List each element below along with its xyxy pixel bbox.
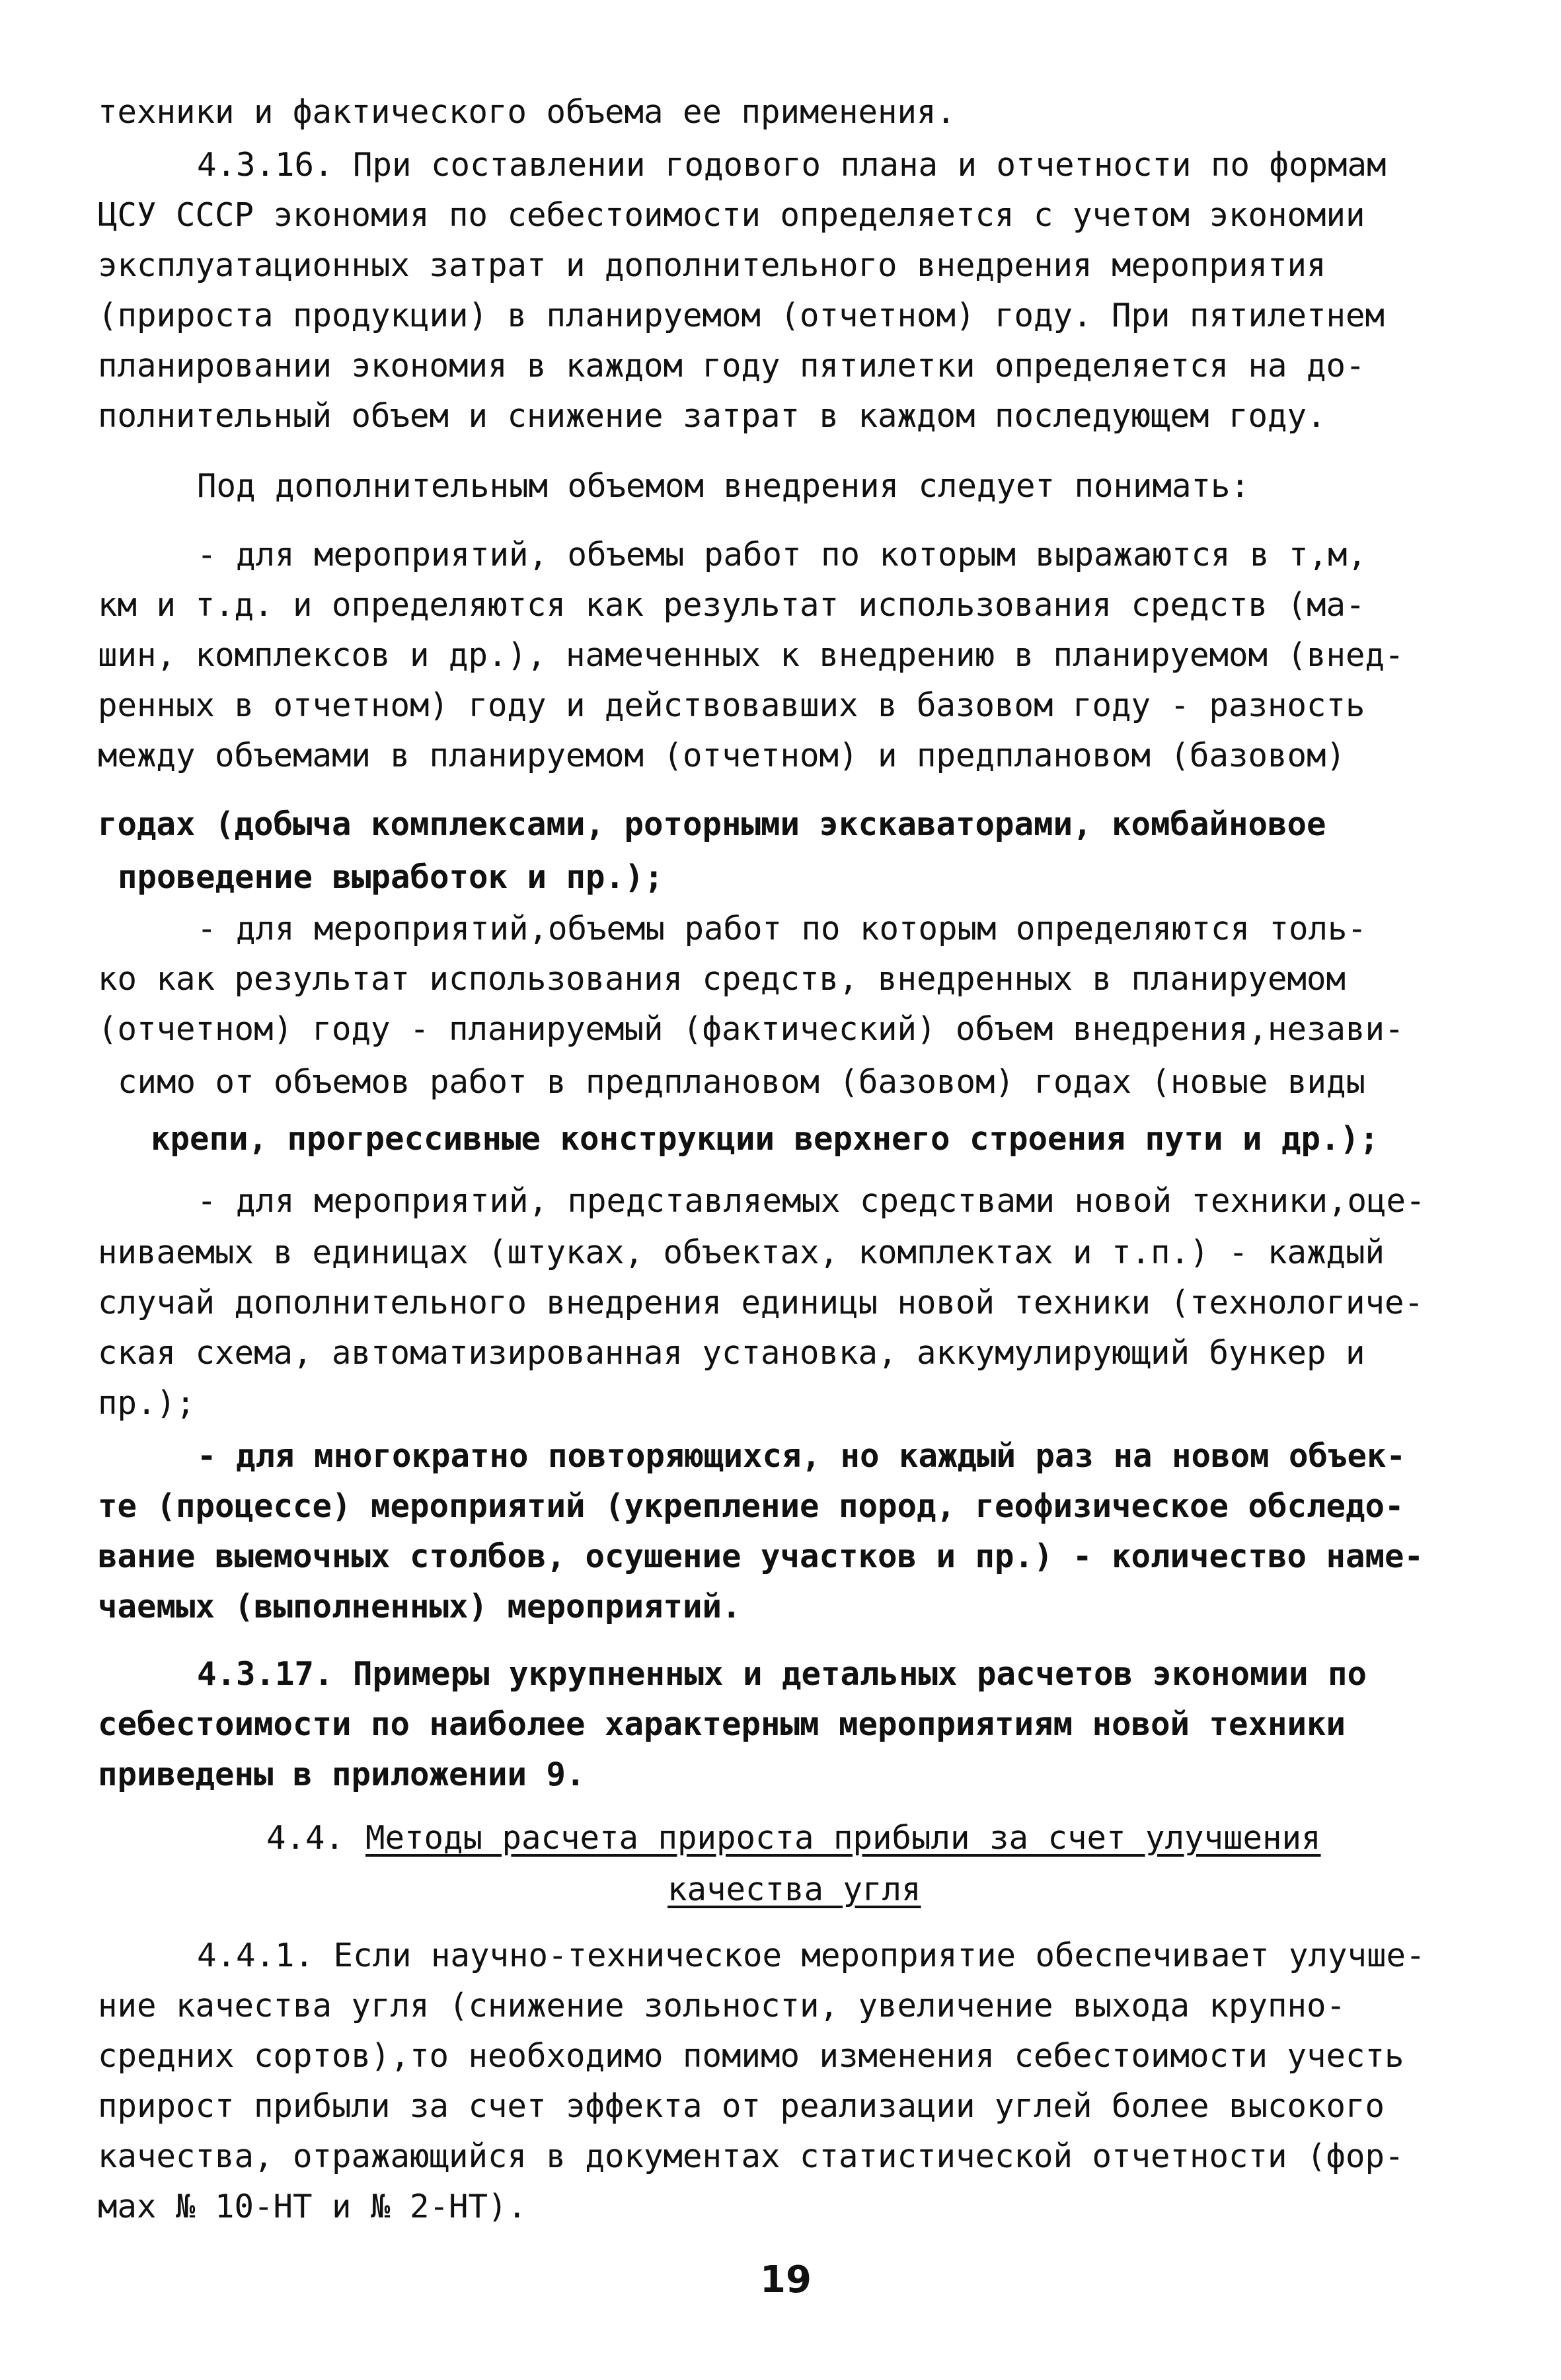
text-line: 4.3.17. Примеры укрупненных и детальных расчетов экономии по bbox=[197, 1655, 1367, 1693]
text-line: ЦСУ СССР экономия по себестоимости определяется с учетом экономии bbox=[98, 196, 1365, 234]
text-line: полнительный объем и снижение затрат в каждом последующем году. bbox=[98, 397, 1326, 435]
text-line: Под дополнительным объемом внедрения следует понимать: bbox=[197, 467, 1250, 505]
text-line: (прироста продукции) в планируемом (отчетном) году. При пятилетнем bbox=[98, 297, 1385, 334]
text-line: средних сортов),то необходимо помимо изменения себестоимости учесть bbox=[98, 2037, 1404, 2075]
section-title: Методы расчета прироста прибыли за счет улучшения bbox=[365, 1819, 1321, 1857]
text-line: прирост прибыли за счет эффекта от реализации углей более высокого bbox=[98, 2087, 1385, 2125]
text-line: крепи, прогрессивные конструкции верхнего строения пути и др.); bbox=[151, 1120, 1379, 1158]
text-line: ская схема, автоматизированная установка, аккумулирующий бункер и bbox=[98, 1334, 1365, 1372]
text-line: ние качества угля (снижение зольности, увеличение выхода крупно- bbox=[98, 1987, 1346, 2025]
text-line: приведены в приложении 9. bbox=[98, 1756, 586, 1793]
text-line: 4.4.1. Если научно-техническое мероприятие обеспечивает улучше- bbox=[197, 1937, 1426, 1974]
text-line: 4.3.16. При составлении годового плана и отчетности по формам bbox=[197, 146, 1387, 184]
text-line: техники и фактического объема ее применения. bbox=[98, 93, 956, 131]
text-line: - для мероприятий,объемы работ по которым определяются толь- bbox=[197, 910, 1367, 948]
text-line: качества, отражающийся в документах статистической отчетности (фор- bbox=[98, 2138, 1404, 2175]
text-line: км и т.д. и определяются как результат использования средств (ма- bbox=[98, 586, 1365, 624]
text-line: те (процессе) мероприятий (укрепление пород, геофизическое обследо- bbox=[98, 1487, 1404, 1525]
text-line: ко как результат использования средств, внедренных в планируемом bbox=[98, 960, 1346, 998]
text-line: ниваемых в единицах (штуках, объектах, комплектах и т.п.) - каждый bbox=[98, 1234, 1385, 1271]
text-line: - для многократно повторяющихся, но каждый раз на новом объек- bbox=[197, 1437, 1406, 1475]
text-line: - для мероприятий, объемы работ по которым выражаются в т,м, bbox=[197, 536, 1367, 574]
text-line: случай дополнительного внедрения единицы новой техники (технологиче- bbox=[98, 1284, 1424, 1321]
text-line: себестоимости по наиболее характерным мероприятиям новой техники bbox=[98, 1705, 1346, 1743]
text-line: - для мероприятий, представляемых средствами новой техники,оце- bbox=[197, 1182, 1426, 1220]
text-line: (отчетном) году - планируемый (фактический) объем внедрения,незави- bbox=[98, 1010, 1404, 1048]
text-line: шин, комплексов и др.), намеченных к внедрению в планируемом (внед- bbox=[98, 636, 1404, 674]
text-line: вание выемочных столбов, осушение участков и пр.) - количество наме- bbox=[98, 1538, 1424, 1575]
section-number: 4.4. bbox=[266, 1819, 364, 1857]
section-title-continuation: качества угля bbox=[667, 1871, 921, 1908]
page-number: 19 bbox=[760, 2258, 812, 2301]
text-line: пр.); bbox=[98, 1384, 196, 1422]
text-line: между объемами в планируемом (отчетном) и предплановом (базовом) bbox=[98, 737, 1346, 774]
text-line: чаемых (выполненных) мероприятий. bbox=[98, 1588, 742, 1625]
text-line: планировании экономия в каждом году пятилетки определяется на до- bbox=[98, 347, 1365, 385]
text-line: ренных в отчетном) году и действовавших в базовом году - разность bbox=[98, 687, 1365, 724]
text-line: симо от объемов работ в предплановом (базовом) годах (новые виды bbox=[118, 1063, 1366, 1101]
text-line: мах № 10-НТ и № 2-НТ). bbox=[98, 2188, 527, 2225]
text-line: эксплуатационных затрат и дополнительного внедрения мероприятия bbox=[98, 246, 1326, 284]
text-line: проведение выработок и пр.); bbox=[118, 858, 664, 896]
text-line: годах (добыча комплексами, роторными экскаваторами, комбайновое bbox=[98, 805, 1326, 843]
